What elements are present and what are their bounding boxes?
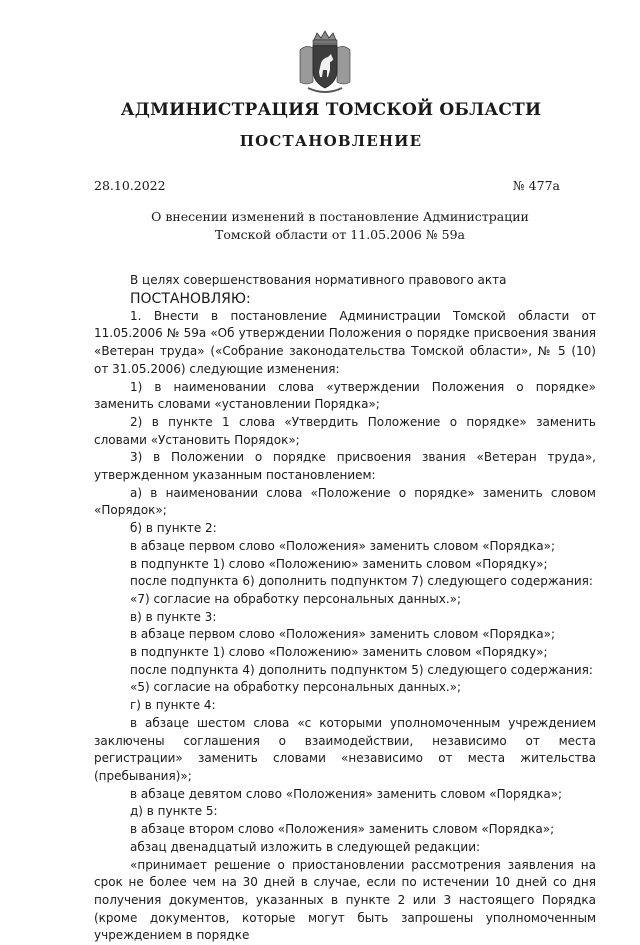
body-paragraph: «7) согласие на обработку персональных данных.»; bbox=[94, 591, 596, 609]
body-paragraph: 3) в Положении о порядке присвоения звания «Ветеран труда», утвержденном указанным постановлением: bbox=[94, 449, 596, 484]
body-paragraph: абзац двенадцатый изложить в следующей редакции: bbox=[94, 839, 596, 857]
body-paragraph: б) в пункте 2: bbox=[94, 520, 596, 538]
body-paragraph: д) в пункте 5: bbox=[94, 803, 596, 821]
document-date: 28.10.2022 bbox=[94, 178, 166, 193]
body-paragraph: 2) в пункте 1 слова «Утвердить Положение о порядке» заменить словами «Установить Порядок»; bbox=[94, 414, 596, 449]
body-paragraph: «5) согласие на обработку персональных данных.»; bbox=[94, 679, 596, 697]
body-paragraph: В целях совершенствования нормативного правового акта bbox=[94, 272, 596, 290]
body-paragraph: «принимает решение о приостановлении рассмотрения заявления на срок не более чем на 30 дней в случае, если по истечении 10 дней со дня получения документов, указанных в пункте 2 или 3 настоящего Порядка (кроме документов, которые могут быть запрошены уполномоченным учреждением в порядке bbox=[94, 857, 596, 945]
document-body bbox=[94, 272, 596, 945]
document-subject bbox=[150, 208, 530, 244]
body-paragraph: после подпункта 6) дополнить подпунктом 7) следующего содержания: bbox=[94, 573, 596, 591]
body-paragraph: в абзаце шестом слова «с которыми уполномоченным учреждением заключены соглашения о взаимодействии, независимо от места регистрации» заменить словами «независимо от места жительства (пребывания)»; bbox=[94, 715, 596, 786]
body-paragraph: г) в пункте 4: bbox=[94, 697, 596, 715]
subject-line: О внесении изменений в постановление Администрации bbox=[150, 208, 530, 226]
body-paragraph: 1. Внести в постановление Администрации Томской области от 11.05.2006 № 59а «Об утверждении Положения о порядке присвоения звания «Ветеран труда» («Собрание законодательства Томской области», № 5 (10) от 31.05.2006) следующие изменения: bbox=[94, 308, 596, 379]
body-paragraph: в) в пункте 3: bbox=[94, 609, 596, 627]
document-meta bbox=[94, 178, 560, 193]
document-number: № 477а bbox=[513, 178, 560, 193]
tomsk-coat-of-arms-icon bbox=[296, 30, 354, 96]
decree-keyword: ПОСТАНОВЛЯЮ: bbox=[94, 290, 596, 308]
organization-title: АДМИНИСТРАЦИЯ ТОМСКОЙ ОБЛАСТИ bbox=[0, 100, 640, 120]
body-paragraph: 1) в наименовании слова «утверждении Положения о порядке» заменить словами «установлении Порядка»; bbox=[94, 379, 596, 414]
body-paragraph: а) в наименовании слова «Положение о порядке» заменить словом «Порядок»; bbox=[94, 485, 596, 520]
body-paragraph: в абзаце первом слово «Положения» заменить словом «Порядка»; bbox=[94, 538, 596, 556]
body-paragraph: в абзаце втором слово «Положения» заменить словом «Порядка»; bbox=[94, 821, 596, 839]
body-paragraph: в абзаце девятом слово «Положения» заменить словом «Порядка»; bbox=[94, 786, 596, 804]
body-paragraph: в подпункте 1) слово «Положению» заменить словом «Порядку»; bbox=[94, 644, 596, 662]
body-paragraph: в абзаце первом слово «Положения» заменить словом «Порядка»; bbox=[94, 626, 596, 644]
body-paragraph: в подпункте 1) слово «Положению» заменить словом «Порядку»; bbox=[94, 556, 596, 574]
body-paragraph: после подпункта 4) дополнить подпунктом 5) следующего содержания: bbox=[94, 662, 596, 680]
document-type-heading: ПОСТАНОВЛЕНИЕ bbox=[0, 132, 640, 150]
subject-line: Томской области от 11.05.2006 № 59а bbox=[150, 226, 530, 244]
